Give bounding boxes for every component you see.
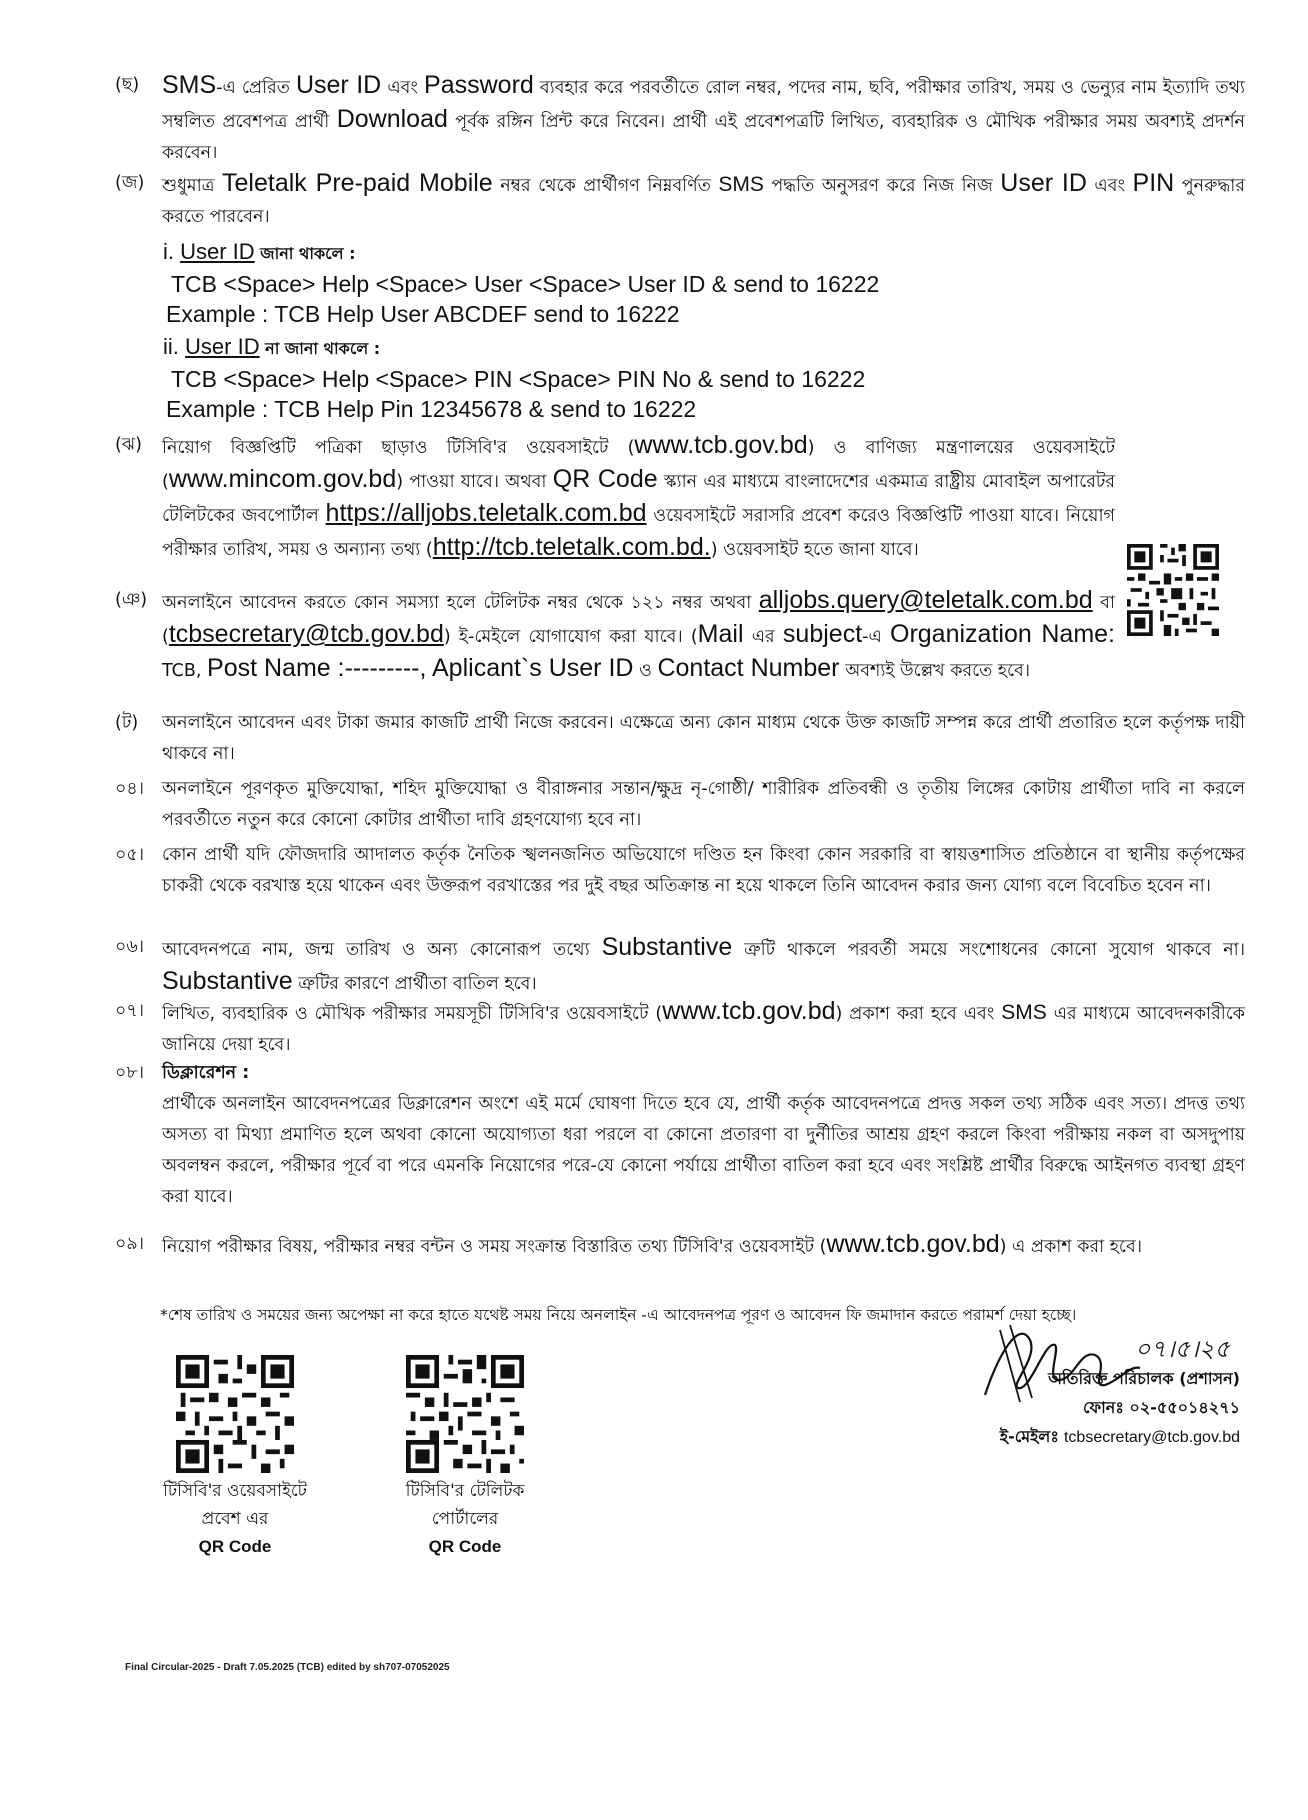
qr-teletalk-block: টিসিবি'র টেলিটক পোর্টালের QR Code [355,1355,575,1561]
sms-example-line: Example : TCB Help User ABCDEF send to 16222 [166,301,680,327]
item-text: শুধুমাত্র Teletalk Pre-paid Mobile নম্বর থেকে প্রার্থীগণ নিম্নবর্ণিত SMS পদ্ধতি অনুসরণ করে নিজ নিজ User ID এবং PIN পুনরুদ্ধার করতে পারবেন। [162,169,1246,227]
sms-format-line: TCB <Space> Help <Space> PIN <Space> PIN No & send to 16222 [171,366,866,392]
item-09 [115,1229,1245,1263]
qr-website-block: টিসিবি'র ওয়েবসাইটে প্রবেশ এর QR Code [125,1355,345,1561]
sms-instruction-known-id [163,237,1063,329]
signatory-designation: অতিরিক্ত পরিচালক (প্রশাসন) [1048,1369,1240,1388]
item-text: অনলাইনে পূরণকৃত মুক্তিযোদ্ধা, শহিদ মুক্তিযোদ্ধা ও বীরাঙ্গনার সন্তান/ক্ষুদ্র নৃ-গোষ্ঠী/ শারীরিক প্রতিবন্ধী ও তৃতীয় লিঙ্গের কোটায় প্রার্থীতা দাবি না করলে পরবর্তীতে নতুন করে কোনো কোটার প্রার্থীতা দাবি গ্রহণযোগ্য হবে না। [162,779,1245,830]
link-tcb-teletalk[interactable]: http://tcb.teletalk.com.bd. [432,533,711,561]
item-number: ০৫। [115,845,144,865]
item-number: (জ) [115,173,145,193]
item-text: SMS-এ প্রেরিত User ID এবং Password ব্যবহার করে পরবর্তীতে রোল নম্বর, পদের নাম, ছবি, পরীক্ষার তারিখ, সময় ও ভেন্যুর নাম ইত্যাদি তথ্য সম্বলিত প্রবেশপত্র প্রার্থী Download পূর্বক রঙ্গিন প্রিন্ট করে নিবেন। প্রার্থী এই প্রবেশপত্রটি লিখিত, ব্যবহারিক ও মৌখিক পরীক্ষার সময় অবশ্যই প্রদর্শন করবেন। [162,71,1245,163]
link-mincom-website[interactable]: www.mincom.gov.bd [168,465,397,493]
item-04 [115,774,1245,836]
item-number: (ট) [115,713,139,733]
declaration-text: প্রার্থীকে অনলাইন আবেদনপত্রের ডিক্লারেশন অংশে এই মর্মে ঘোষণা দিতে হবে যে, প্রার্থী কর্তৃক আবেদনপত্রে প্রদত্ত সকল তথ্য সঠিক এবং সত্য। প্রদত্ত তথ্য অসত্য বা মিথ্যা প্রমাণিত হলে অথবা কোনো অযোগ্যতা ধরা পরলে বা কোনো প্রতারণা বা দুর্নীতির আশ্রয় গ্রহণ করলে কিংবা পরীক্ষায় নকল বা অসদুপায় অবলম্বন করলে, পরীক্ষার পূর্বে বা পরে এমনকি নিয়োগের পরে-যে কোনো পর্যায়ে প্রার্থীতা বাতিল করা হবে এবং সংশ্লিষ্ট প্রার্থীর বিরুদ্ধে আইনগত ব্যবস্থা গ্রহণ করা যাবে। [162,1094,1246,1207]
item-number: ০৭। [115,1001,145,1021]
item-ta [115,708,1245,770]
item-cha [115,70,1245,169]
link-signatory-email[interactable]: tcbsecretary@tcb.gov.bd [1063,1429,1240,1446]
link-tcb-website[interactable]: www.tcb.gov.bd [826,1230,1000,1258]
advisory-note: *শেষ তারিখ ও সময়ের জন্য অপেক্ষা না করে হাতে যথেষ্ট সময় নিয়ে অনলাইন -এ আবেদনপত্র পূরণ ও আবেদন ফি জমাদান করতে পরামর্শ দেয়া হচ্ছে। [160,1306,1077,1324]
item-text: অনলাইনে আবেদন করতে কোন সমস্যা হলে টেলিটক নম্বর থেকে ১২১ নম্বর অথবা alljobs.query@teletalk.com.bd বা (tcbsecretary@tcb.gov.bd) ই-মেইলে যোগাযোগ করা যাবে। (Mail এর subject-এ Organization Name: TCB, Post Name :---------, Aplicant`s User ID ও Contact Number অবশ্যই উল্লেখ করতে হবে। [162,586,1115,682]
signature-date: ০৭।৫।২৫ [1134,1335,1230,1363]
item-jha [115,430,1115,566]
item-06 [115,932,1245,1000]
signatory-email-line: ই-মেইলঃ tcbsecretary@tcb.gov.bd [999,1427,1240,1446]
qr-code-icon[interactable] [176,1355,294,1473]
item-number: ০৪। [115,779,144,799]
item-nya [115,585,1115,687]
item-text: কোন প্রার্থী যদি ফৌজদারি আদালত কর্তৃক নৈতিক স্খলনজনিত অভিযোগে দণ্ডিত হন কিংবা কোন সরকারি বা স্বায়ত্তশাসিত প্রতিষ্ঠানে বা স্থানীয় কর্তৃপক্ষের চাকরী থেকে বরখাস্ত হয়ে থাকেন এবং উক্তরূপ বরখাস্তের পর দুই বছর অতিক্রান্ত না হয়ে থাকলে তিনি আবেদন করার জন্য যোগ্য বলে বিবেচিত হবেন না। [162,845,1245,896]
sms-heading: ii. User ID না জানা থাকলে : [163,334,381,359]
item-text: আবেদনপত্রে নাম, জন্ম তারিখ ও অন্য কোনোরূপ তথ্যে Substantive ত্রুটি থাকলে পরবর্তী সময়ে সংশোধনের কোনো সুযোগ থাকবে না। Substantive ত্রুটির কারণে প্রার্থীতা বাতিল হবে। [162,933,1245,995]
declaration-heading: ডিক্লারেশন : [162,1063,250,1083]
sms-format-line: TCB <Space> Help <Space> User <Space> User ID & send to 16222 [171,271,880,297]
item-text: নিয়োগ পরীক্ষার বিষয়, পরীক্ষার নম্বর বন্টন ও সময় সংক্রান্ত বিস্তারিত তথ্য টিসিবি'র ওয়েবসাইট (www.tcb.gov.bd) এ প্রকাশ করা হবে। [162,1230,1142,1258]
sms-instruction-unknown-id [163,332,1063,424]
item-number: (ঝ) [115,435,142,455]
item-number: ০৮। [115,1063,144,1083]
item-number: (ঞ) [115,590,148,610]
signatory-phone: ফোনঃ ০২-৫৫০১৪২৭১ [1082,1398,1240,1417]
item-text: অনলাইনে আবেদন এবং টাকা জমার কাজটি প্রার্থী নিজে করবেন। এক্ষেত্রে অন্য কোন মাধ্যম থেকে উক্ত কাজটি সম্পন্ন করে প্রার্থী প্রতারিত হলে কর্তৃপক্ষ দায়ী থাকবে না। [162,713,1245,764]
link-tcb-website[interactable]: www.tcb.gov.bd [662,997,836,1025]
sms-heading: i. User ID জানা থাকলে : [163,239,356,264]
link-alljobs-query-email[interactable]: alljobs.query@teletalk.com.bd [758,586,1093,614]
link-tcb-website[interactable]: www.tcb.gov.bd [634,431,808,459]
qr-code-icon [1127,544,1219,636]
link-alljobs-portal[interactable]: https://alljobs.teletalk.com.bd [325,499,647,527]
item-07 [115,996,1245,1061]
qr-code-icon[interactable] [406,1355,524,1473]
item-number: ০৬। [115,937,145,957]
item-08 [115,1058,1245,1213]
item-number: (ছ) [115,75,140,95]
item-number: ০৯। [115,1234,144,1254]
item-05 [115,840,1245,902]
item-text: লিখিত, ব্যবহারিক ও মৌখিক পরীক্ষার সময়সূচী টিসিবি'র ওয়েবসাইটে (www.tcb.gov.bd) প্রকাশ করা হবে এবং SMS এর মাধ্যমে আবেদনকারীকে জানিয়ে দেয়া হবে। [162,997,1245,1055]
link-tcbsecretary-email[interactable]: tcbsecretary@tcb.gov.bd [168,620,444,648]
document-footer: Final Circular-2025 - Draft 7.05.2025 (TCB) edited by sh707-07052025 [125,1662,450,1673]
sms-example-line: Example : TCB Help Pin 12345678 & send to 16222 [166,396,697,422]
item-ja [115,168,1245,233]
signatory-block [820,1335,1240,1452]
item-text: নিয়োগ বিজ্ঞপ্তিটি পত্রিকা ছাড়াও টিসিবি'র ওয়েবসাইটে (www.tcb.gov.bd) ও বাণিজ্য মন্ত্রণালয়ের ওয়েবসাইটে (www.mincom.gov.bd) পাওয়া যাবে। অথবা QR Code স্ক্যান এর মাধ্যমে বাংলাদেশের একমাত্র রাষ্ট্রীয় মোবাইল অপারেটর টেলিটকের জবপোর্টাল https://alljobs.teletalk.com.bd ওয়েবসাইটে সরাসরি প্রবেশ করেও বিজ্ঞপ্তিটি পাওয়া যাবে। নিয়োগ পরীক্ষার তারিখ, সময় ও অন্যান্য তথ্য (http://tcb.teletalk.com.bd.) ওয়েবসাইট হতে জানা যাবে। [162,431,1115,561]
